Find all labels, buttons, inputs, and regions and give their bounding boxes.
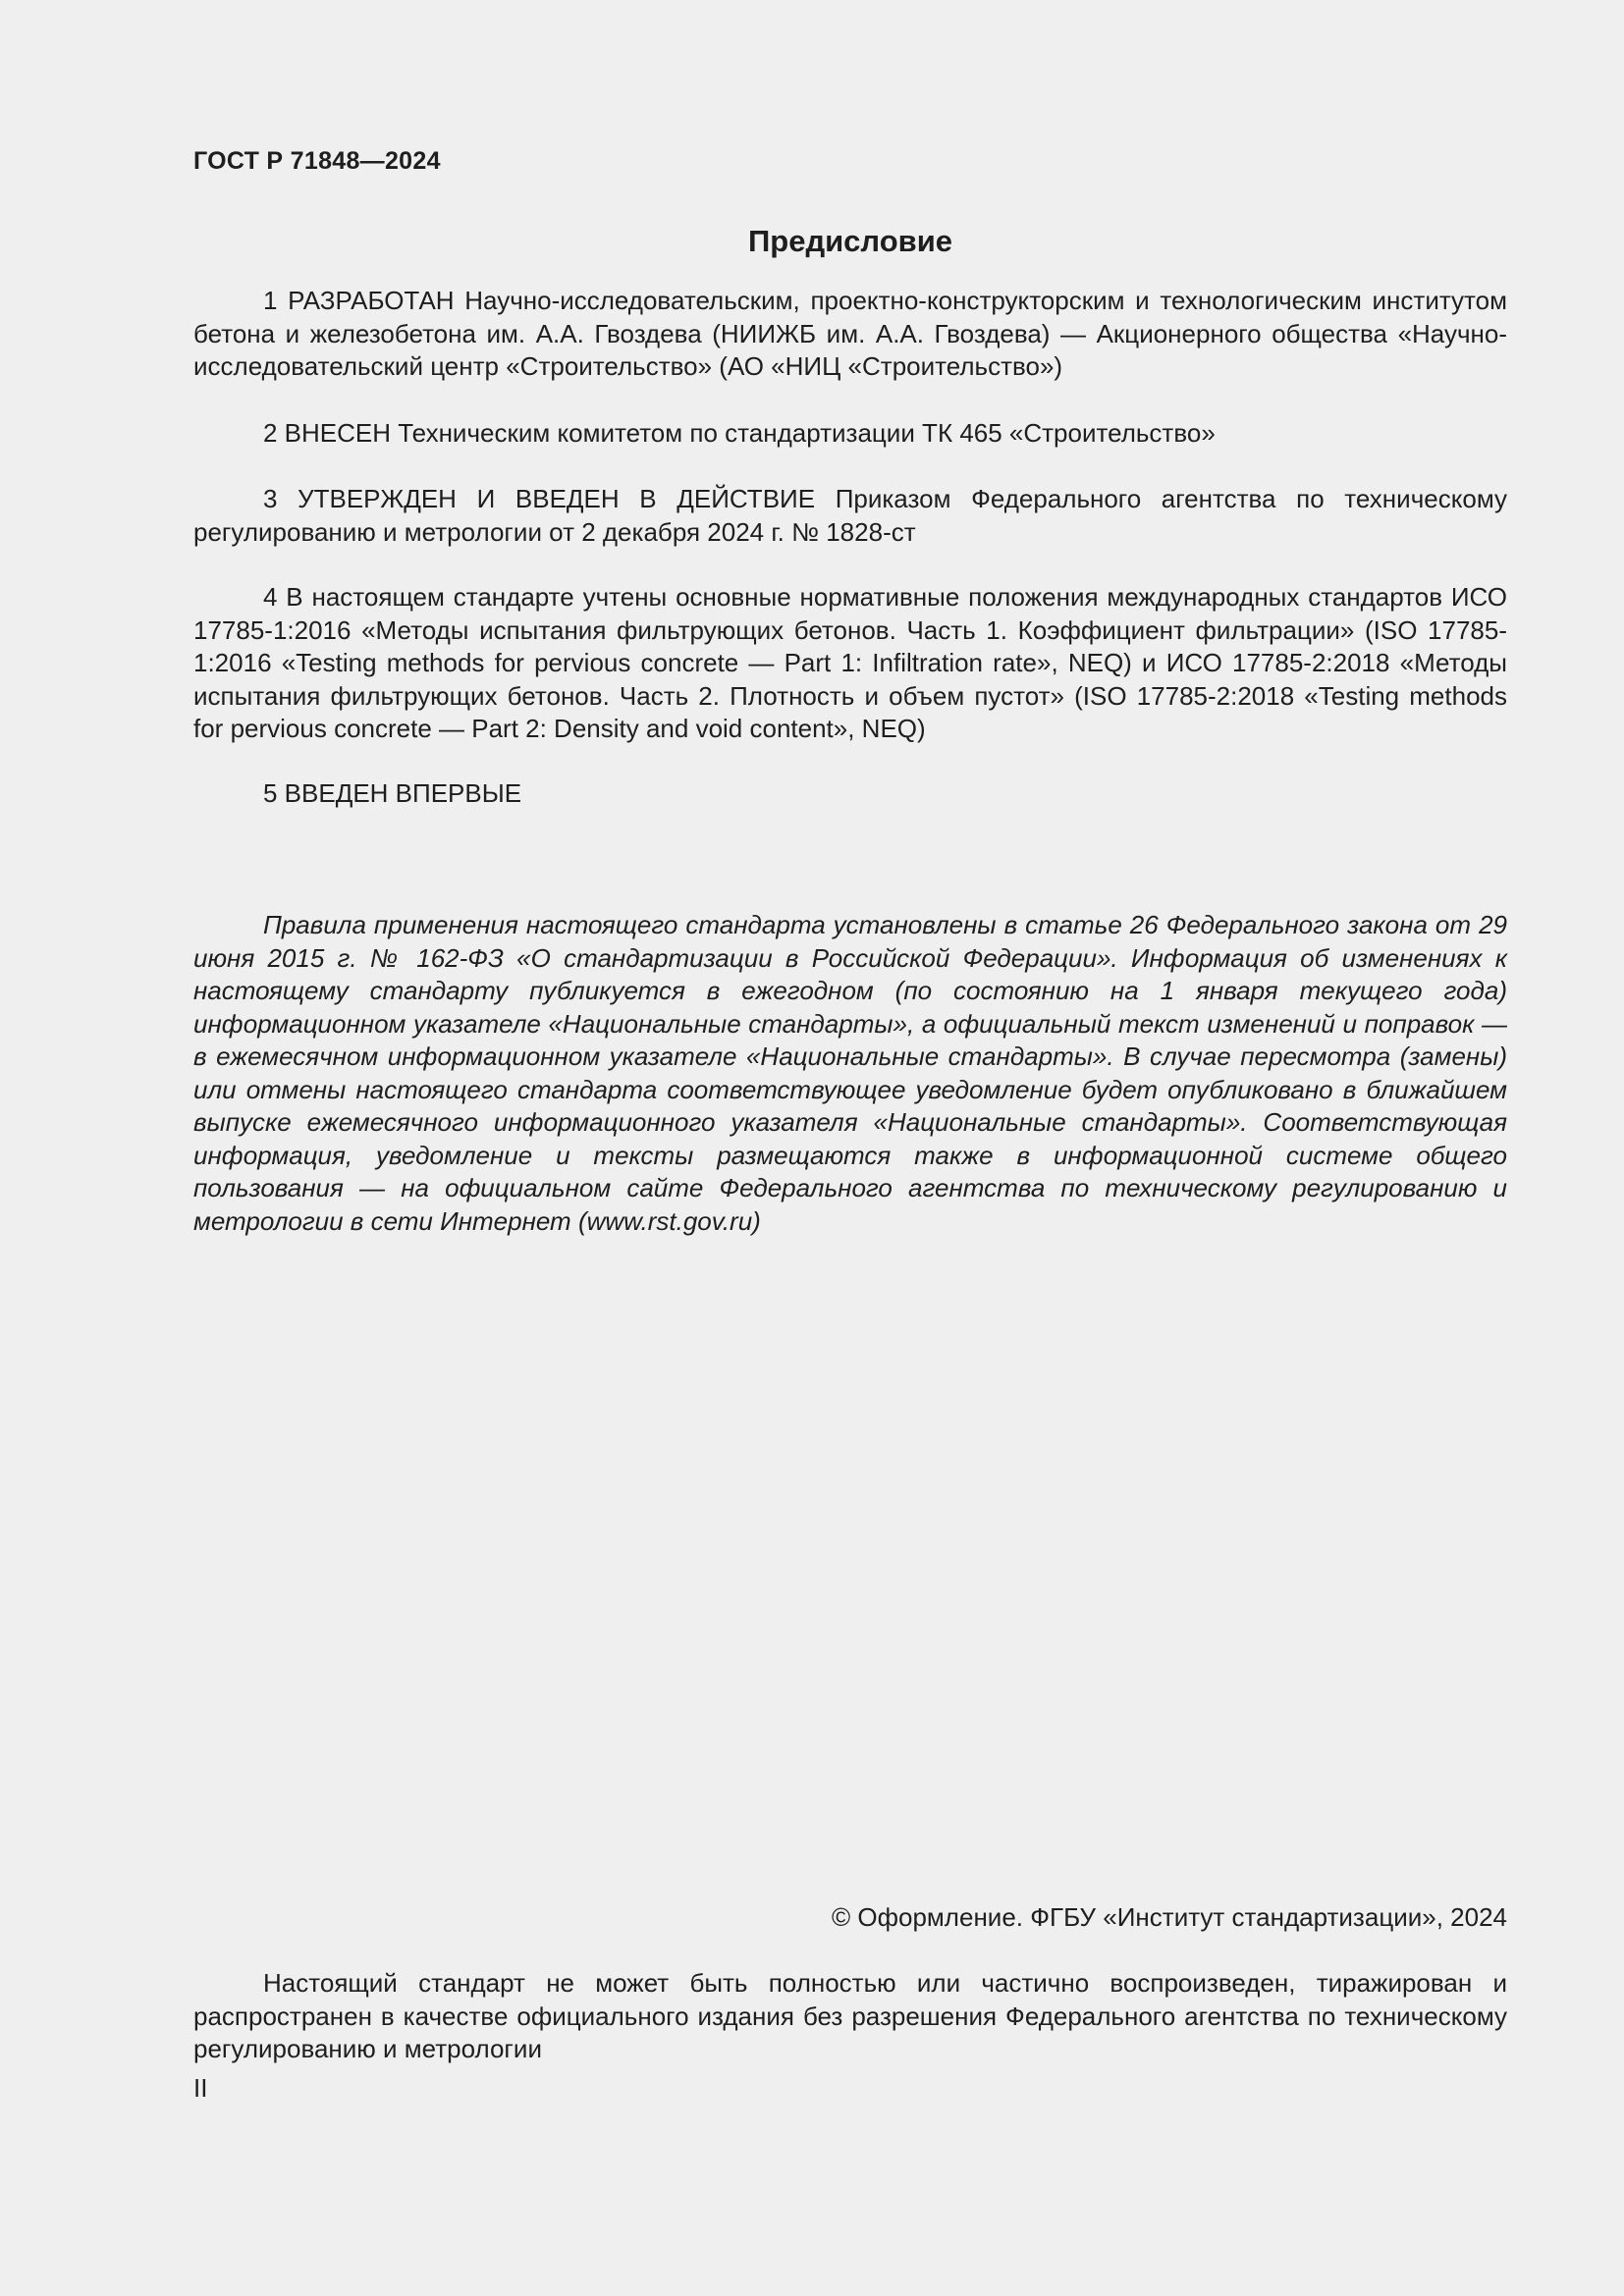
paragraph-international-standards: 4 В настоящем стандарте учтены основные нормативные положения международных стандартов ИСО 17785-1:2016 «Методы испытания фильтрующих бетонов. Часть 1. Коэффициент фильтрации» (ISO 17785-1:2016 «Testing methods for pervious concrete — Part 1: Infiltration rate», NEQ) и ИСО 17785-2:2018 «Методы испытания фильтрующих бетонов. Часть 2. Плотность и объем пустот» (ISO 17785-2:2018 «Testing methods for pervious concrete — Part 2: Density and void content», NEQ) (193, 582, 1507, 743)
paragraph-introduced-by: 2 ВНЕСЕН Техническим комитетом по стандартизации ТК 465 «Строительство» (263, 418, 1216, 448)
section-title: Предисловие (747, 224, 952, 258)
paragraph-approved: 3 УТВЕРЖДЕН И ВВЕДЕН В ДЕЙСТВИЕ Приказом Федерального агентства по техническому регулированию и метрологии от 2 декабря 2024 г. № 1828-ст (193, 484, 1507, 547)
paragraph-developed-by: 1 РАЗРАБОТАН Научно-исследовательским, проектно-конструкторским и технологическим институтом бетона и железобетона им. А.А. Гвоздева (НИИЖБ им. А.А. Гвоздева) — Акционерного общества «Научно-исследовательский центр «Строительство» (АО «НИЦ «Строительство») (193, 286, 1507, 381)
paragraph-introduced-first: 5 ВВЕДЕН ВПЕРВЫЕ (263, 778, 522, 808)
copyright-line: © Оформление. ФГБУ «Институт стандартизации», 2024 (832, 1902, 1507, 1932)
standard-code: ГОСТ Р 71848—2024 (193, 147, 441, 175)
application-rules-notice: Правила применения настоящего стандарта установлены в статье 26 Федерального закона от 29 июня 2015 г. № 162-ФЗ «О стандартизации в Российской Федерации». Информация об изменениях к настоящему стандарту публикуется в ежегодном (по состоянию на 1 января текущего года) информационном указателе «Национальные стандарты», а официальный текст изменений и поправок — в ежемесячном информационном указателе «Национальные стандарты». В случае пересмотра (замены) или отмены настоящего стандарта соответствующее уведомление будет опубликовано в ближайшем выпуске ежемесячного информационного указателя «Национальные стандарты». Соответствующая информация, уведомление и тексты размещаются также в информационной системе общего пользования — на официальном сайте Федерального агентства по техническому регулированию и метрологии в сети Интернет (www.rst.gov.ru) (193, 910, 1507, 1236)
page-number: II (193, 2073, 208, 2103)
reproduction-notice: Настоящий стандарт не может быть полностью или частично воспроизведен, тиражирован и распространен в качестве официального издания без разрешения Федерального агентства по техническому регулированию и метрологии (193, 1968, 1507, 2063)
